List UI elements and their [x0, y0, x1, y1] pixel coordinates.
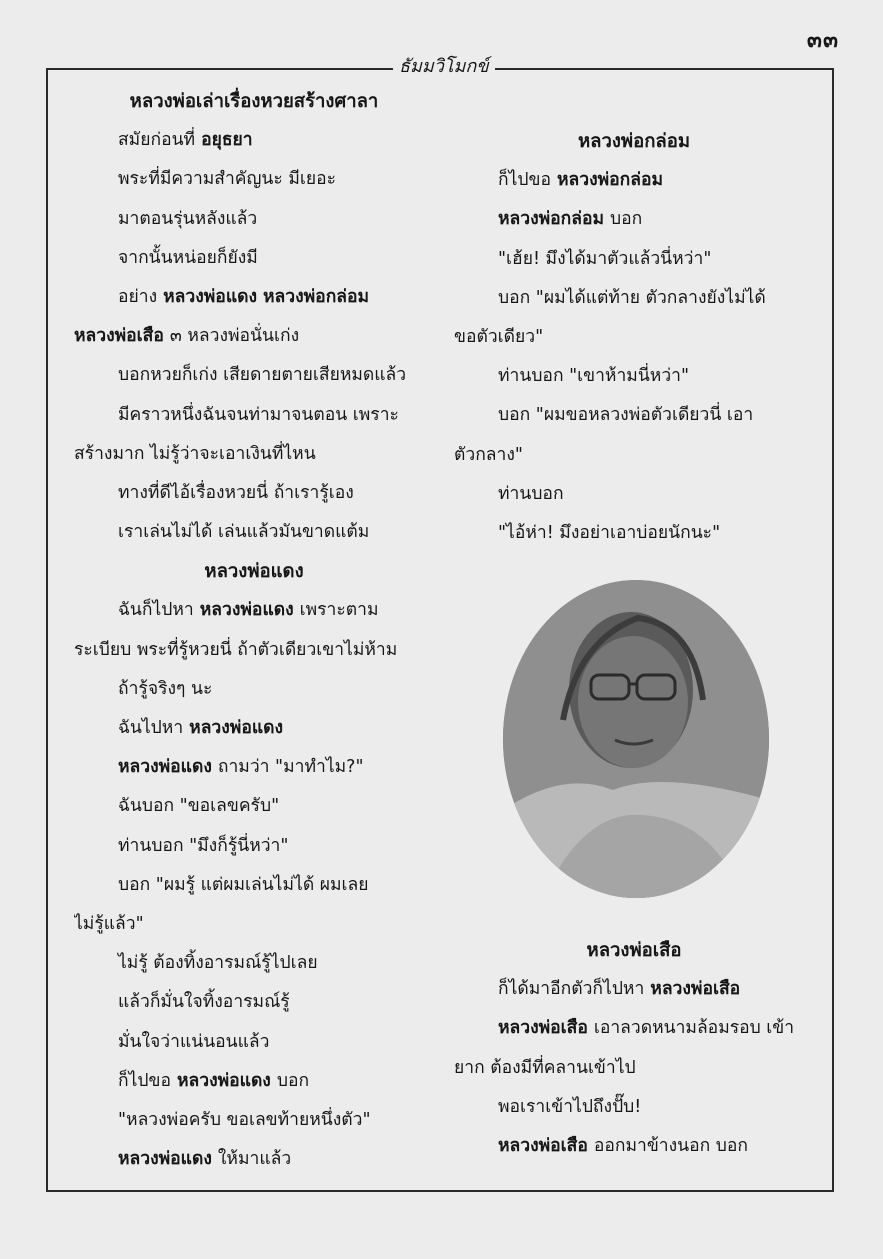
section-heading: หลวงพ่อเล่าเรื่องหวยสร้างศาลา	[129, 91, 379, 112]
text-line: "หลวงพ่อครับ ขอเลขท้ายหนึ่งตัว"	[118, 1109, 371, 1130]
text-line: บอก "ผมได้แต่ท้าย ตัวกลางยังไม่ได้	[498, 287, 766, 308]
text-line: หลวงพ่อเสือ ๓ หลวงพ่อนั่นเก่ง	[74, 326, 300, 347]
text-line: ท่านบอก	[498, 483, 564, 504]
place-name: อยุธยา	[201, 130, 253, 151]
text-line: สมัยก่อนที่ อยุธยา	[118, 130, 253, 151]
text-line: ฉันบอก "ขอเลขครับ"	[118, 796, 280, 817]
section-heading: หลวงพ่อเสือ	[586, 940, 682, 961]
section-heading: หลวงพ่อกล่อม	[577, 131, 691, 152]
text-line: แล้วก็มั่นใจทิ้งอารมณ์รู้	[118, 992, 290, 1013]
text-line: อย่าง หลวงพ่อแดง หลวงพ่อกล่อม	[118, 286, 370, 307]
text-line: บอก "ผมขอหลวงพ่อตัวเดียวนี่ เอา	[498, 405, 754, 426]
text-line: ก็ไปขอ หลวงพ่อแดง บอก	[118, 1070, 310, 1091]
text-line: ฉันก็ไปหา หลวงพ่อแดง เพราะตาม	[118, 600, 379, 621]
text-line: หลวงพ่อเสือ เอาลวดหนามล้อมรอบ เข้า	[498, 1018, 795, 1039]
text-line: ท่านบอก "มึงก็รู้นี่หว่า"	[118, 835, 289, 856]
text-line: ก็ได้มาอีกตัวก็ไปหา หลวงพ่อเสือ	[498, 979, 741, 1000]
text-line: ยาก ต้องมีที่คลานเข้าไป	[454, 1057, 636, 1078]
text-line: เราเล่นไม่ได้ เล่นแล้วมันขาดแต้ม	[118, 522, 370, 543]
text-line: บอกหวยก็เก่ง เสียดายตายเสียหมดแล้ว	[118, 365, 407, 386]
text-line: ถ้ารู้จริงๆ นะ	[118, 678, 213, 699]
text-line: พอเราเข้าไปถึงปั๊บ!	[498, 1096, 642, 1117]
text-line: ทางที่ดีไอ้เรื่องหวยนี่ ถ้าเรารู้เอง	[118, 482, 354, 503]
text-line: ฉันไปหา หลวงพ่อแดง	[118, 718, 284, 738]
text-line: ไม่รู้ ต้องทิ้งอารมณ์รู้ไปเลย	[118, 953, 318, 974]
text-line: ขอตัวเดียว"	[454, 326, 544, 347]
text-line: พระที่มีความสำคัญนะ มีเยอะ	[118, 169, 337, 190]
monk-portrait-photo	[503, 580, 769, 898]
text-line: สร้างมาก ไม่รู้ว่าจะเอาเงินที่ไหน	[74, 443, 316, 464]
text-line: มาตอนรุ่นหลังแล้ว	[118, 208, 258, 229]
right-column-lower	[454, 931, 814, 1166]
subsection-heading: หลวงพ่อแดง	[204, 561, 304, 583]
text-line: "เฮ้ย! มึงได้มาตัวแล้วนี่หว่า"	[498, 248, 712, 269]
text-line: ก็ไปขอ หลวงพ่อกล่อม	[498, 170, 664, 191]
right-column	[454, 122, 814, 553]
text-line: มีคราวหนึ่งฉันจนท่ามาจนตอน เพราะ	[118, 404, 399, 425]
text-line: ท่านบอก "เขาห้ามนี่หว่า"	[498, 366, 690, 387]
text-line: ไม่รู้แล้ว"	[74, 913, 144, 934]
text-line: หลวงพ่อเสือ ออกมาข้างนอก บอก	[498, 1135, 749, 1156]
text-line: บอก "ผมรู้ แต่ผมเล่นไม่ได้ ผมเลย	[118, 874, 369, 895]
text-line: ระเบียบ พระที่รู้หวยนี่ ถ้าตัวเดียวเขาไม่ห้าม	[74, 639, 398, 660]
text-line: "ไอ้ห่า! มึงอย่าเอาบ่อยนักนะ"	[498, 522, 721, 543]
text-line: มั่นใจว่าแน่นอนแล้ว	[118, 1031, 270, 1052]
text-line: ตัวกลาง"	[454, 444, 523, 465]
header-title: ธัมมวิโมกข์	[393, 51, 495, 80]
text-line: จากนั้นหน่อยก็ยังมี	[118, 247, 258, 268]
text-line: หลวงพ่อแดง ให้มาแล้ว	[118, 1149, 292, 1170]
text-line: หลวงพ่อกล่อม บอก	[498, 209, 643, 230]
left-column	[74, 82, 434, 1179]
text-line: หลวงพ่อแดง ถามว่า "มาทำไม?"	[118, 757, 364, 778]
page-number: ๓๓	[806, 28, 839, 53]
